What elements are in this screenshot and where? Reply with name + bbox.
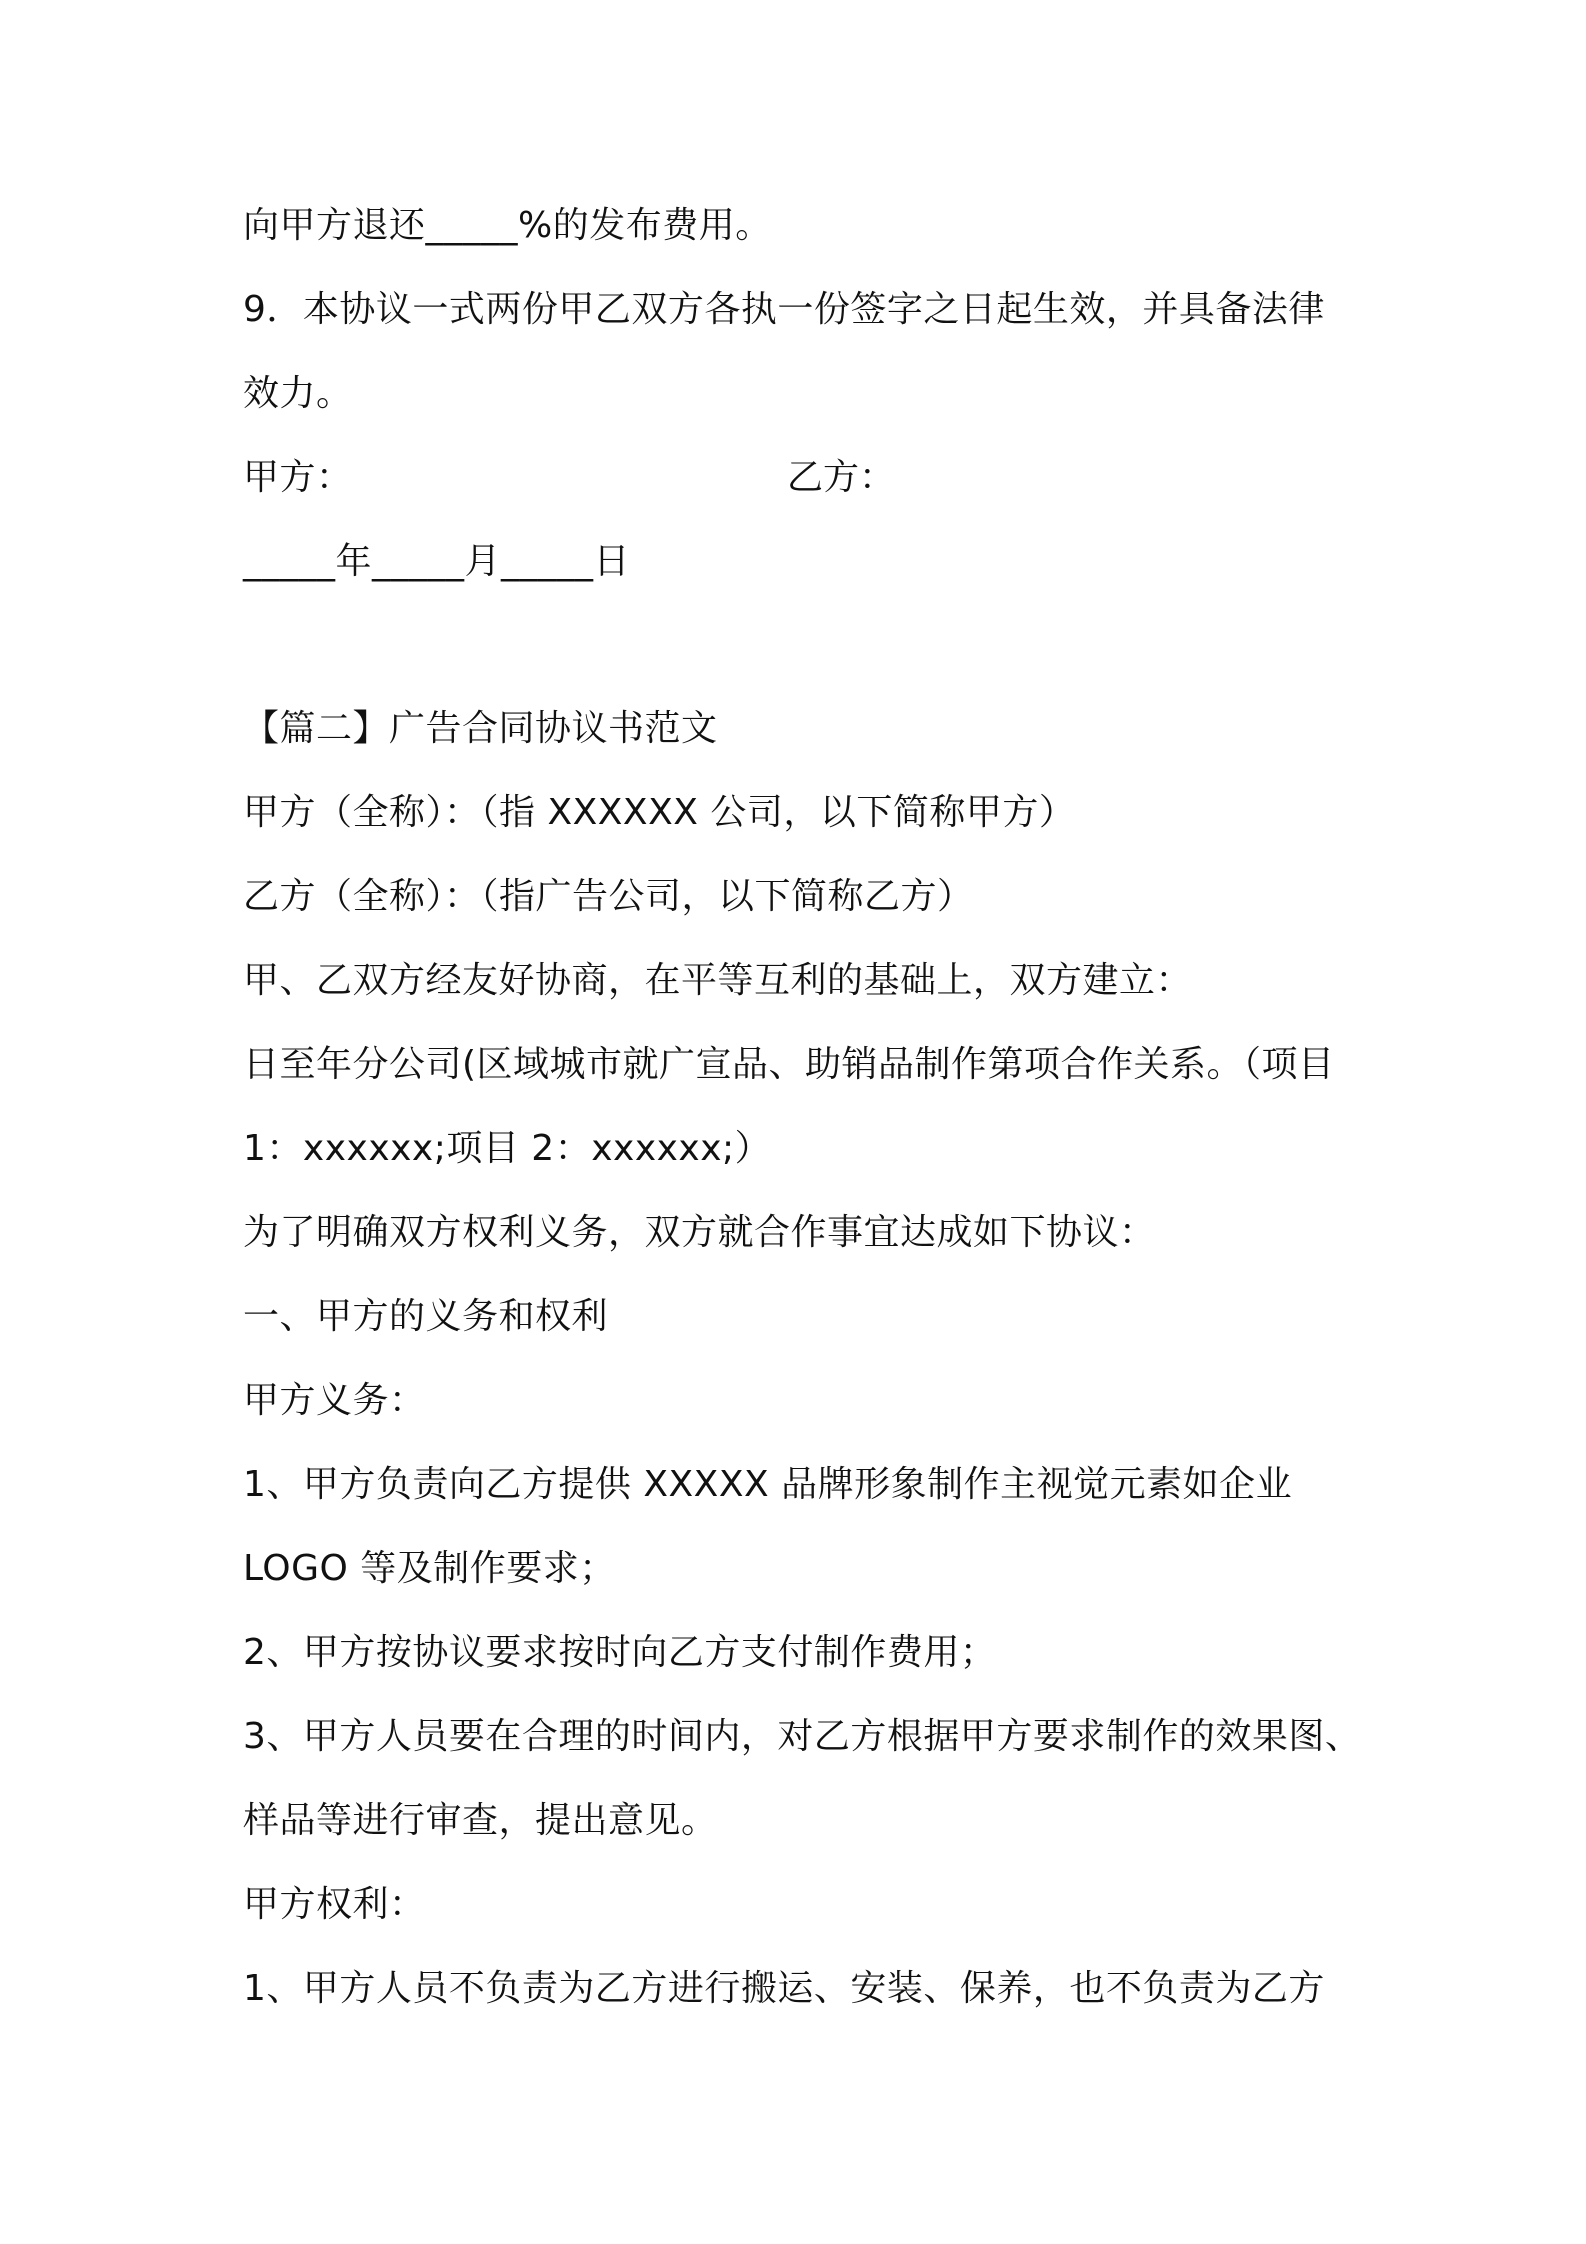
heading-party-a-duties: 甲方义务： xyxy=(243,1380,426,1421)
text-line-cooperation: 日至年分公司(区域城市就广宣品、助销品制作第项合作关系。（项目 xyxy=(243,1044,1335,1085)
party-b-signature-label: 乙方： xyxy=(787,457,896,498)
duty-item-1-cont: LOGO 等及制作要求； xyxy=(243,1548,616,1589)
party-b-fullname: 乙方（全称）：（指广告公司，以下简称乙方） xyxy=(243,876,974,917)
duty-item-2: 2、甲方按协议要求按时向乙方支付制作费用； xyxy=(243,1632,997,1673)
text-line-consultation: 甲、乙双方经友好协商，在平等互利的基础上，双方建立： xyxy=(243,960,1193,1001)
text-line-clause-9: 9．本协议一式两份甲乙双方各执一份签字之日起生效，并具备法律 xyxy=(243,289,1325,330)
text-line-clause-9-cont: 效力。 xyxy=(243,373,353,414)
party-a-signature-label: 甲方： xyxy=(243,457,353,498)
duty-item-3: 3、甲方人员要在合理的时间内，对乙方根据甲方要求制作的效果图、 xyxy=(243,1716,1362,1757)
text-line-projects: 1：xxxxxx;项目 2：xxxxxx;） xyxy=(243,1128,772,1169)
text-line-agreement-intro: 为了明确双方权利义务，双方就合作事宜达成如下协议： xyxy=(243,1212,1156,1253)
heading-party-a-duties-rights: 一、甲方的义务和权利 xyxy=(243,1296,609,1337)
right-item-1: 1、甲方人员不负责为乙方进行搬运、安装、保养，也不负责为乙方 xyxy=(243,1968,1325,2009)
heading-party-a-rights: 甲方权利： xyxy=(243,1884,426,1925)
date-line: _____年_____月_____日 xyxy=(243,541,631,582)
duty-item-1: 1、甲方负责向乙方提供 XXXXX 品牌形象制作主视觉元素如企业 xyxy=(243,1464,1293,1505)
text-line-refund: 向甲方退还_____%的发布费用。 xyxy=(243,205,772,246)
party-a-fullname: 甲方（全称）：（指 XXXXXX 公司，以下简称甲方） xyxy=(243,792,1076,833)
section-title: 【篇二】广告合同协议书范文 xyxy=(243,708,718,749)
duty-item-3-cont: 样品等进行审查，提出意见。 xyxy=(243,1800,718,1841)
